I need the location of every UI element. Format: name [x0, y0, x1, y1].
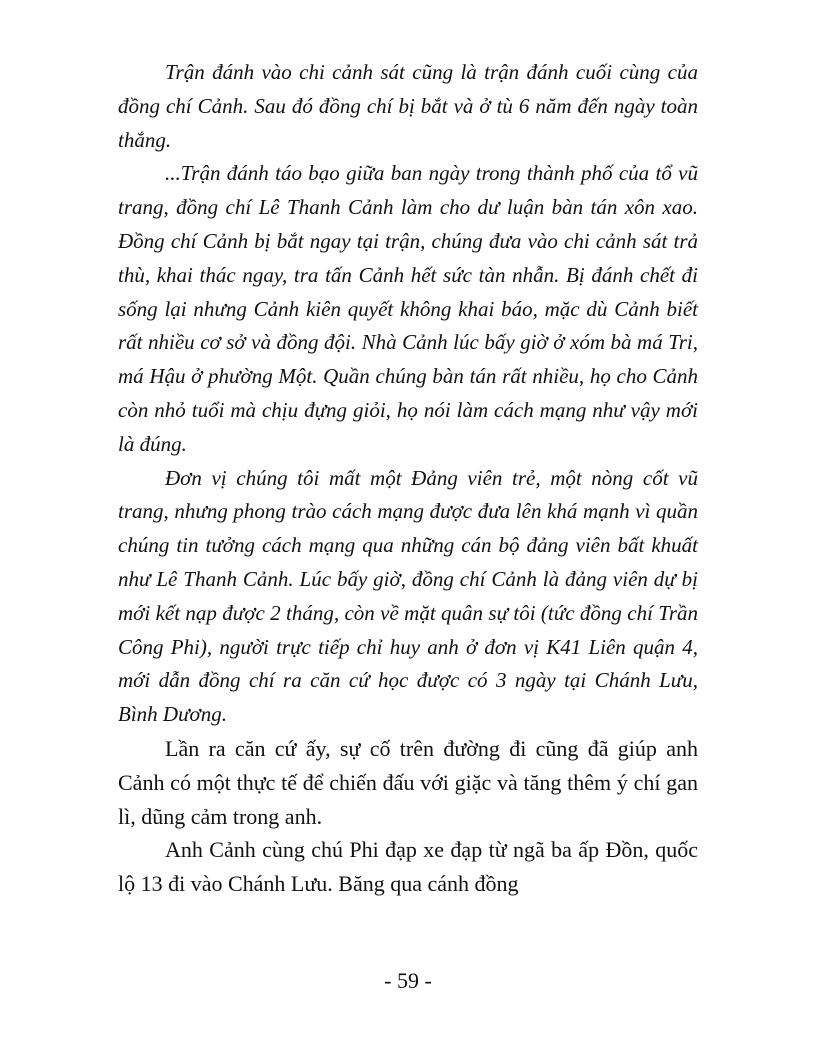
page-body: [118, 56, 698, 901]
paragraph-1: Trận đánh vào chi cảnh sát cũng là trận đánh cuối cùng của đồng chí Cảnh. Sau đó đồng chí bị bắt và ở tù 6 năm đến ngày toàn thắng.: [118, 60, 698, 152]
page-number: - 59 -: [384, 968, 432, 993]
paragraph-3: Đơn vị chúng tôi mất một Đảng viên trẻ, một nòng cốt vũ trang, nhưng phong trào cách mạng được đưa lên khá mạnh vì quần chúng tin tưởng cách mạng qua những cán bộ đảng viên bất khuất như Lê Thanh Cảnh. Lúc bấy giờ, đồng chí Cảnh là đảng viên dự bị mới kết nạp được 2 tháng, còn về mặt quân sự tôi (tức đồng chí Trần Công Phi), người trực tiếp chỉ huy anh ở đơn vị K41 Liên quận 4, mới dẫn đồng chí ra căn cứ học được có 3 ngày tại Chánh Lưu, Bình Dương.: [118, 465, 698, 727]
paragraph-5: Anh Cảnh cùng chú Phi đạp xe đạp từ ngã ba ấp Đồn, quốc lộ 13 đi vào Chánh Lưu. Băng qua cánh đồng: [118, 837, 698, 897]
paragraph-4: Lần ra căn cứ ấy, sự cố trên đường đi cũng đã giúp anh Cảnh có một thực tế để chiến đấu với giặc và tăng thêm ý chí gan lì, dũng cảm trong anh.: [118, 735, 698, 829]
paragraph-2: ...Trận đánh táo bạo giữa ban ngày trong thành phố của tổ vũ trang, đồng chí Lê Thanh Cảnh làm cho dư luận bàn tán xôn xao. Đồng chí Cảnh bị bắt ngay tại trận, chúng đưa vào chi cảnh sát trả thù, khai thác ngay, tra tấn Cảnh hết sức tàn nhẫn. Bị đánh chết đi sống lại nhưng Cảnh kiên quyết không khai báo, mặc dù Cảnh biết rất nhiều cơ sở và đồng đội. Nhà Cảnh lúc bấy giờ ở xóm bà má Tri, má Hậu ở phường Một. Quần chúng bàn tán rất nhiều, họ cho Cảnh còn nhỏ tuổi mà chịu đựng giỏi, họ nói làm cách mạng như vậy mới là đúng.: [118, 161, 698, 456]
